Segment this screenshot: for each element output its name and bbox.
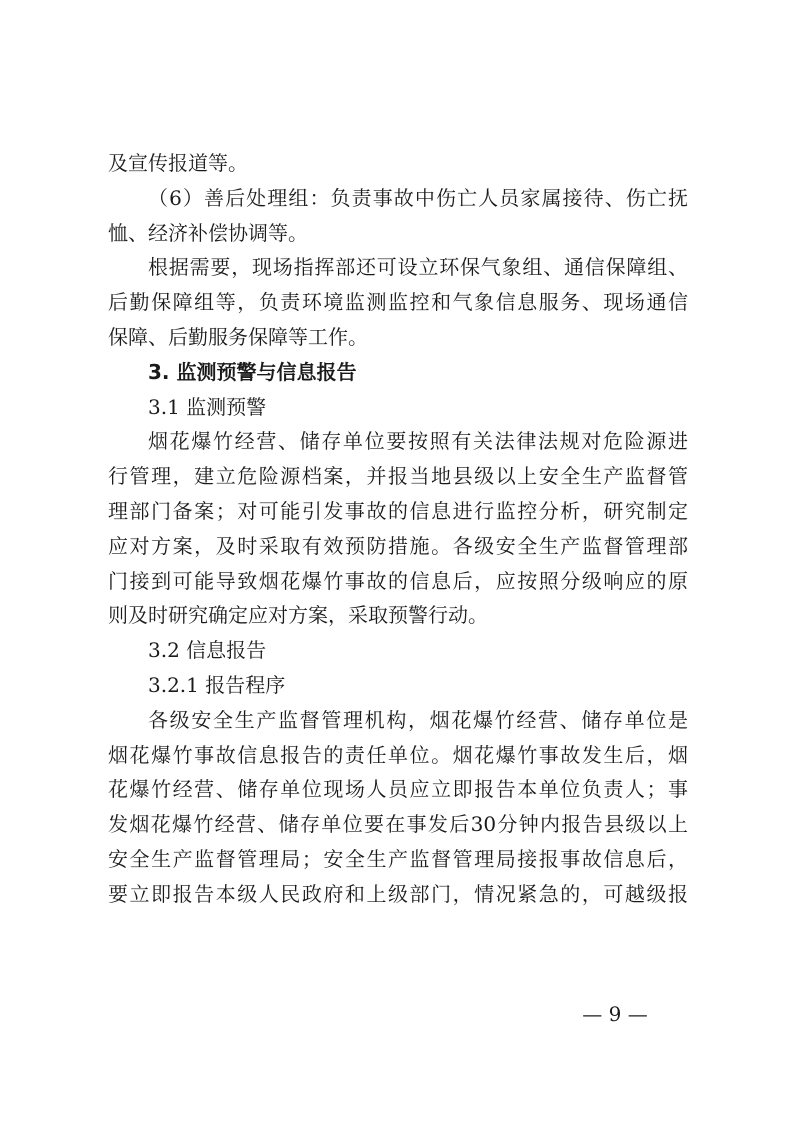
text-line-4: 根据需要，现场指挥部还可设立环保气象组、通信保障组、 — [148, 255, 688, 280]
text-line-6: 保障、后勤服务保障等工作。 — [108, 324, 368, 349]
text-line-12: 应对方案，及时采取有效预防措施。各级安全生产监督管理部 — [108, 533, 688, 558]
text-line-11: 理部门备案；对可能引发事故的信息进行监控分析，研究制定 — [108, 498, 688, 523]
text-line-14: 则及时研究确定应对方案，采取预警行动。 — [108, 603, 488, 628]
text-line-5: 后勤保障组等，负责环境监测监控和气象信息服务、现场通信 — [108, 290, 688, 315]
text-line-13: 门接到可能导致烟花爆竹事故的信息后，应按照分级响应的原 — [108, 568, 688, 593]
subsection-heading-3-2-1: 3.2.1 报告程序 — [148, 672, 286, 697]
text-line-18: 烟花爆竹事故信息报告的责任单位。烟花爆竹事故发生后，烟 — [108, 742, 688, 767]
text-line-10: 行管理，建立危险源档案，并报当地县级以上安全生产监督管 — [108, 464, 688, 489]
text-line-3: 恤、经济补偿协调等。 — [108, 220, 308, 245]
document-body — [108, 146, 688, 912]
text-line-2: （6）善后处理组：负责事故中伤亡人员家属接待、伤亡抚 — [148, 185, 688, 210]
section-heading-3: 3. 监测预警与信息报告 — [148, 359, 357, 384]
text-line-9: 烟花爆竹经营、储存单位要按照有关法律法规对危险源进 — [148, 429, 688, 454]
page-number: — 9 — — [582, 1002, 648, 1026]
text-line-20: 发烟花爆竹经营、储存单位要在事发后30分钟内报告县级以上 — [108, 812, 688, 837]
text-line-21: 安全生产监督管理局；安全生产监督管理局接报事故信息后， — [108, 846, 688, 871]
text-line-17: 各级安全生产监督管理机构，烟花爆竹经营、储存单位是 — [148, 707, 688, 732]
text-line-1: 及宣传报道等。 — [108, 151, 248, 175]
subsection-heading-3-2: 3.2 信息报告 — [148, 638, 267, 663]
subsection-heading-3-1: 3.1 监测预警 — [148, 394, 267, 419]
text-line-22: 要立即报告本级人民政府和上级部门，情况紧急的，可越级报 — [108, 881, 688, 906]
text-line-19: 花爆竹经营、储存单位现场人员应立即报告本单位负责人；事 — [108, 777, 688, 802]
